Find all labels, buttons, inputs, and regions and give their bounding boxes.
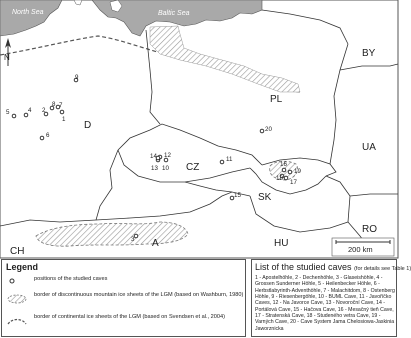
legend-item-continental-ice — [6, 314, 244, 332]
cave-point-5 — [12, 114, 16, 118]
cave-label-15: 15 — [234, 192, 241, 199]
cave-list-title-note: (for details see Table 1) — [354, 266, 411, 272]
legend-item-mountain-ice — [6, 292, 244, 310]
country-label-hu: HU — [274, 238, 289, 249]
legend-item-caves — [6, 274, 244, 292]
cave-list-title-main: List of the studied caves — [255, 262, 352, 272]
cave-label-12: 12 — [164, 152, 171, 159]
legend-title: Legend — [6, 262, 39, 272]
legend — [1, 259, 246, 337]
cave-label-1: 1 — [62, 116, 66, 123]
country-label-ch: CH — [10, 246, 25, 257]
country-label-ua: UA — [362, 142, 376, 153]
country-label-cz: CZ — [186, 162, 200, 173]
cave-point-11 — [220, 160, 224, 164]
sea-label-baltic: Baltic Sea — [158, 10, 190, 17]
legend-item-text: border of discontinuous mountain ice sheets of the LGM (based on Washburn, 1980) — [34, 292, 244, 298]
cave-label-6: 6 — [46, 132, 50, 139]
country-label-a: A — [152, 238, 159, 249]
country-label-d: D — [84, 120, 92, 131]
cave-label-11: 11 — [226, 156, 233, 163]
mountain-ice-icon — [6, 294, 28, 304]
sea-label-north: North Sea — [12, 9, 44, 16]
cave-label-10: 10 — [162, 165, 169, 172]
compass-label: N — [4, 53, 10, 62]
country-label-ro: RO — [362, 224, 377, 235]
cave-label-4: 4 — [28, 107, 32, 114]
cave-label-16: 16 — [280, 161, 287, 168]
cave-point-3 — [134, 234, 138, 238]
scale-bar — [332, 238, 394, 256]
cave-point-19 — [288, 170, 292, 174]
cave-label-7: 7 — [59, 102, 63, 109]
cave-label-20: 20 — [265, 126, 272, 133]
cave-point-1 — [60, 110, 64, 114]
cave-label-18: 18 — [276, 175, 283, 182]
cave-list-title — [255, 262, 411, 272]
country-label-by: BY — [362, 48, 376, 59]
cave-point-20 — [260, 129, 264, 133]
legend-item-text: positions of the studied caves — [34, 276, 108, 282]
cave-label-5: 5 — [6, 109, 10, 116]
country-label-pl: PL — [270, 94, 283, 105]
cave-point-17 — [284, 176, 288, 180]
cave-list-text: 1 - Apostelhöhle, 2 - Dechenhöhle, 3 - Glaseishöhle, 4 - Grossen Sunderner Höhle, 5 - Heilenbecker Höhle, 6 - Herbstlabyrinth-Adventhöhle, 7 - Malachitdom, 8 - Ostenberg Höhle, 9 - Riesenbergöhle, 10 - BUML Cave, 11 - Javoříčko Caves, 12 - Na Javorce Cave, 13 - Novoroční Cave, 14 - Portálová Cave, 15 - Hačova Cave, 16 - Mesačný tieň Cave, 17 - Stratenská Cave, 18 - Studeného vetra Cave, 19 - Varných Cave, 20 - Cave System Jama Chelosiowa-Jaskinia Jaworznicka — [255, 275, 395, 332]
country-label-sk: SK — [258, 192, 272, 203]
cave-label-2: 2 — [42, 107, 46, 114]
scale-bar-label: 200 km — [348, 245, 373, 254]
cave-label-9: 9 — [75, 74, 79, 81]
cave-point-6 — [40, 136, 44, 140]
cave-label-17: 17 — [290, 179, 297, 186]
cave-label-13: 13 — [151, 165, 158, 172]
cave-point-icon — [6, 276, 28, 286]
cave-label-3: 3 — [131, 236, 135, 243]
cave-list-panel — [251, 259, 411, 337]
cave-label-19: 19 — [294, 168, 301, 175]
cave-label-14: 14 — [150, 153, 157, 160]
continental-ice-icon — [6, 316, 28, 326]
cave-label-8: 8 — [52, 101, 56, 108]
cave-point-16 — [282, 168, 286, 172]
legend-item-text: border of continental ice sheets of the LGM (based on Svendsen et al., 2004) — [34, 314, 225, 320]
